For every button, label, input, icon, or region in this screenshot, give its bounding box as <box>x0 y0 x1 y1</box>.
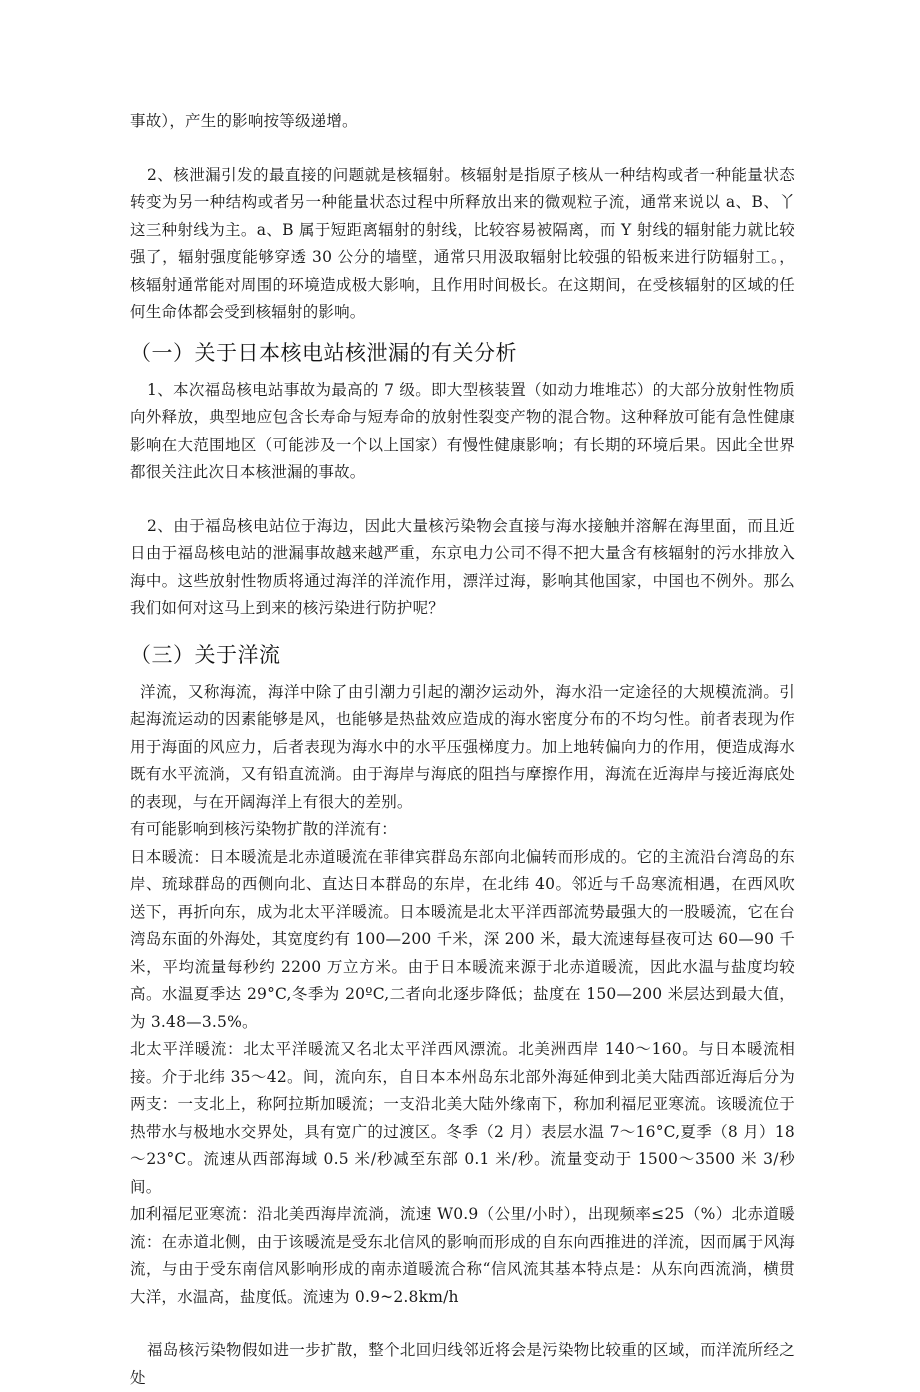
heading-ocean-current: （三）关于洋流 <box>130 642 281 667</box>
paragraph-california: 加利福尼亚寒流：沿北美西海岸流淌，流速 W0.9（公里/小时），出现频率≤25（%）北赤道暖流：在赤道北侧，由于该暖流是受东北信风的影响而形成的自东向西推进的洋流，因而属于风海流，与由于受东南信风影响形成的南赤道暖流合称“信风流其基本特点是：从东向西流淌，横贯大洋，水温高，盐度低。流速为 0.9~2.8km/h <box>130 1205 795 1306</box>
paragraph-fukushima-spread: 福岛核污染物假如进一步扩散，整个北回归线邻近将会是污染物比较重的区域，而洋流所经之处 <box>130 1341 795 1387</box>
paragraph-north-pacific: 北太平洋暖流：北太平洋暖流又名北太平洋西风漂流。北美洲西岸 140～160。与日本暖流相接。介于北纬 35～42。间，流向东，自日本本州岛东北部外海延伸到北美大陆西部近海后分为两支：一支北上，称阿拉斯加暖流；一支沿北美大陆外缘南下，称加利福尼亚寒流。该暖流位于热带水与极地水交界处，具有宽广的过渡区。冬季（2 月）表层水温 7～16°C,夏季（8 月）18～23°C。流速从西部海域 0.5 米/秒减至东部 0.1 米/秒。流量变动于 1500～3500 米 3/秒间。 <box>130 1040 795 1196</box>
heading-japan-analysis: （一）关于日本核电站核泄漏的有关分析 <box>130 340 517 365</box>
paragraph-intro-tail: 事故），产生的影响按等级递增。 <box>130 112 358 130</box>
paragraph-coast: 2、由于福岛核电站位于海边，因此大量核污染物会直接与海水接触并溶解在海里面，而且近日由于福岛核电站的泄漏事故越来越严重，东京电力公司不得不把大量含有核辐射的污水排放入海中。这些放射性物质将通过海洋的洋流作用，漂洋过海，影响其他国家，中国也不例外。那么我们如何对这马上到来的核污染进行防护呢？ <box>130 516 795 617</box>
paragraph-ocean-definition: 洋流，又称海流，海洋中除了由引潮力引起的潮汐运动外，海水沿一定途径的大规模流淌。引起海流运动的因素能够是风，也能够是热盐效应造成的海水密度分布的不均匀性。前者表现为作用于海面的风应力，后者表现为海水中的水平压强梯度力。加上地转偏向力的作用，便造成海水既有水平流淌，又有铅直流淌。由于海岸与海底的阻挡与摩擦作用，海流在近海岸与接近海底处的表现，与在开阔海洋上有很大的差别。 <box>130 682 795 811</box>
document-page <box>130 108 795 1392</box>
paragraph-level7: 1、本次福岛核电站事故为最高的 7 级。即大型核装置（如动力堆堆芯）的大部分放射性物质向外释放，典型地应包含长寿命与短寿命的放射性裂变产物的混合物。这种释放可能有急性健康影响在大范围地区（可能涉及一个以上国家）有慢性健康影响；有长期的环境后果。因此全世界都很关注此次日本核泄漏的事故。 <box>130 380 795 481</box>
paragraph-radiation: 2、核泄漏引发的最直接的问题就是核辐射。核辐射是指原子核从一种结构或者一种能量状态转变为另一种结构或者另一种能量状态过程中所释放出来的微观粒子流，通常来说以 a、B、丫这三种射线为主。a、B 属于短距离辐射的射线，比较容易被隔离，而 Y 射线的辐射能力就比较强了，辐射强度能够穿透 30 公分的墙壁，通常只用汲取辐射比较强的铅板来进行防辐射工。，核辐射通常能对周围的环境造成极大影响，且作用时间极长。在这期间，在受核辐射的区域的任何生命体都会受到核辐射的影响。 <box>130 165 795 321</box>
paragraph-kuroshio: 日本暖流：日本暖流是北赤道暖流在菲律宾群岛东部向北偏转而形成的。它的主流沿台湾岛的东岸、琉球群岛的西侧向北、直达日本群岛的东岸，在北纬 40。邻近与千岛寒流相遇，在西风吹送下，再折向东，成为北太平洋暖流。日本暖流是北太平洋西部流势最强大的一股暖流，它在台湾岛东面的外海处，其宽度约有 100—200 千米，深 200 米，最大流速每昼夜可达 60—90 千米，平均流量每秒约 2200 万立方米。由于日本暖流来源于北赤道暖流，因此水温与盐度均较高。水温夏季达 29°C,冬季为 20ºC,二者向北逐步降低；盐度在 150—200 米层达到最大值，为 3.48—3.5%。 <box>130 847 795 1031</box>
paragraph-may-affect: 有可能影响到核污染物扩散的洋流有： <box>130 820 397 838</box>
